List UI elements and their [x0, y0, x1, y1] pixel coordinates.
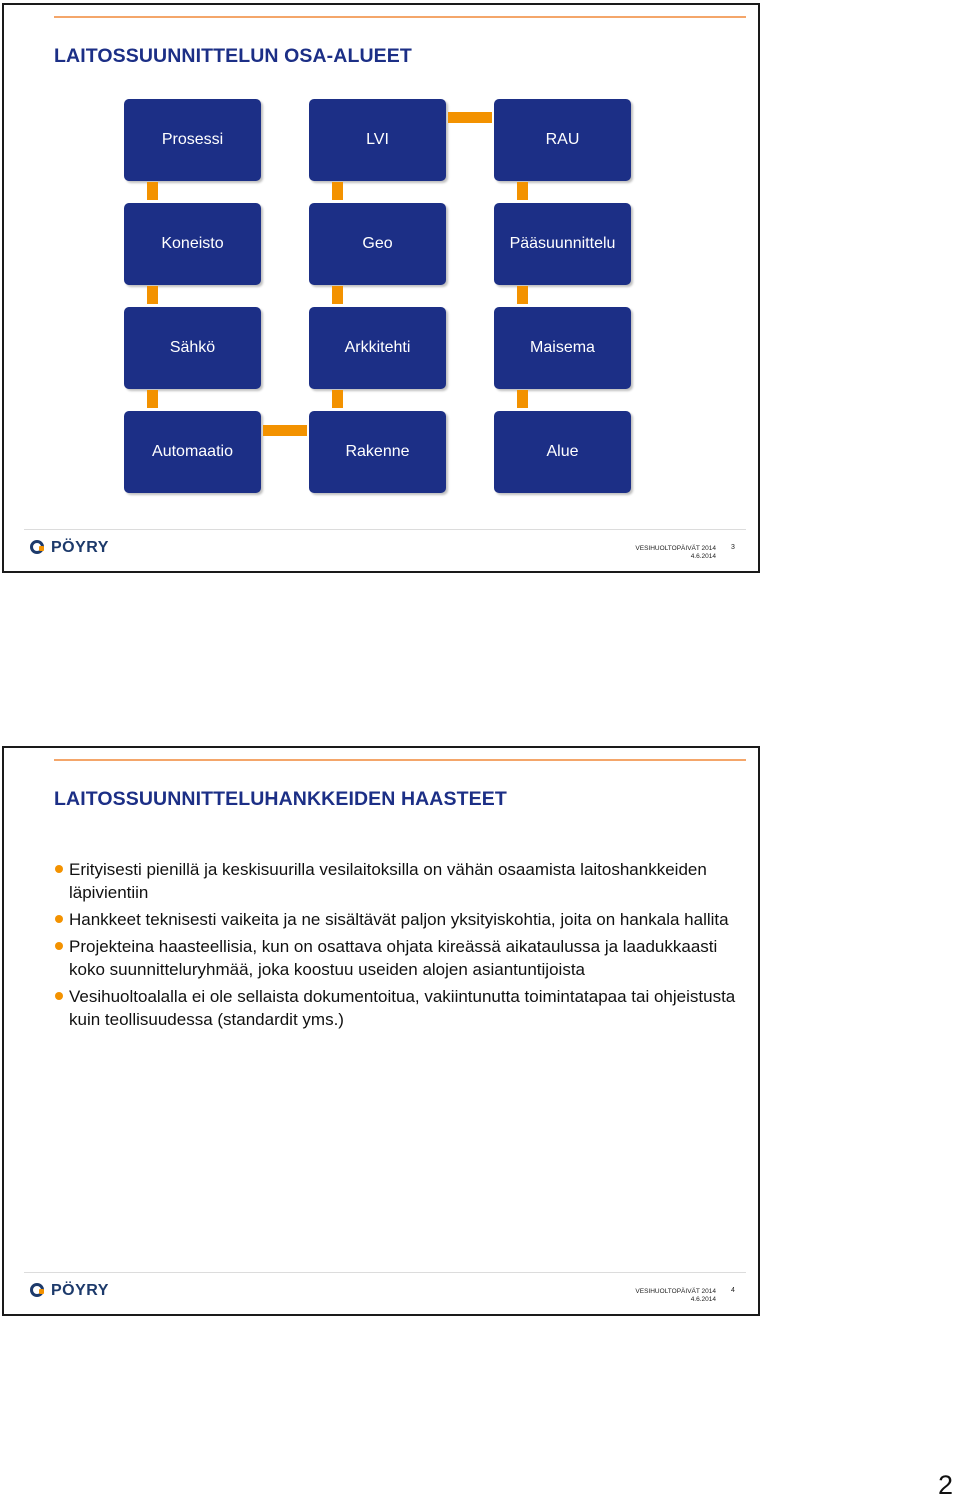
bullet-item: Hankkeet teknisesti vaikeita ja ne sisältävät paljon yksityiskohtia, joita on hankala hallita	[54, 908, 744, 931]
connector	[517, 390, 528, 408]
poyry-logo-icon	[30, 1283, 44, 1297]
bullet-dot-icon	[55, 865, 63, 873]
connector	[517, 286, 528, 304]
bullet-item: Vesihuoltoalalla ei ole sellaista dokumentoitua, vakiintunutta toimintatapaa tai ohjeistusta kuin teollisuudessa (standardit yms.)	[54, 985, 744, 1031]
page-number: 3	[731, 544, 735, 551]
top-rule	[54, 16, 746, 18]
box-maisema: Maisema	[494, 307, 631, 389]
footer-event: VESIHUOLTOPÄIVÄT 2014 4.6.2014	[635, 1288, 716, 1303]
poyry-logo: PÖYRY	[29, 538, 121, 560]
poyry-logo: PÖYRY	[29, 1281, 121, 1303]
box-automaatio: Automaatio	[124, 411, 261, 493]
box-rau: RAU	[494, 99, 631, 181]
sheet-number: 2	[938, 1470, 954, 1500]
slide-title: LAITOSSUUNNITTELUHANKKEIDEN HAASTEET	[54, 788, 507, 810]
page-number: 4	[731, 1287, 735, 1294]
box-sahko: Sähkö	[124, 307, 261, 389]
connector	[332, 390, 343, 408]
poyry-logo-icon	[30, 540, 44, 554]
connector	[332, 286, 343, 304]
footer-event: VESIHUOLTOPÄIVÄT 2014 4.6.2014	[635, 545, 716, 560]
footer-rule	[24, 1272, 746, 1273]
box-geo: Geo	[309, 203, 446, 285]
box-koneisto: Koneisto	[124, 203, 261, 285]
footer-rule	[24, 529, 746, 530]
slide-title: LAITOSSUUNNITTELUN OSA-ALUEET	[54, 45, 412, 67]
box-rakenne: Rakenne	[309, 411, 446, 493]
box-alue: Alue	[494, 411, 631, 493]
connector	[263, 425, 307, 436]
box-lvi: LVI	[309, 99, 446, 181]
connector	[517, 182, 528, 200]
connector	[332, 182, 343, 200]
bullet-dot-icon	[55, 942, 63, 950]
bullet-dot-icon	[55, 915, 63, 923]
connector	[147, 286, 158, 304]
box-prosessi: Prosessi	[124, 99, 261, 181]
bullet-list	[54, 858, 744, 1035]
connector	[147, 390, 158, 408]
top-rule	[54, 759, 746, 761]
slide-4	[2, 746, 760, 1316]
bullet-dot-icon	[55, 992, 63, 1000]
box-arkkitehti: Arkkitehti	[309, 307, 446, 389]
slide-3	[2, 3, 760, 573]
connector	[147, 182, 158, 200]
bullet-item: Projekteina haasteellisia, kun on osattava ohjata kireässä aikataulussa ja laadukkaasti koko suunnitteluryhmää, joka koostuu useiden alojen asiantuntijoista	[54, 935, 744, 981]
bullet-item: Erityisesti pienillä ja keskisuurilla vesilaitoksilla on vähän osaamista laitoshankkeiden läpivientiin	[54, 858, 744, 904]
box-paasuunnittelu: Pääsuunnittelu	[494, 203, 631, 285]
connector	[448, 112, 492, 123]
